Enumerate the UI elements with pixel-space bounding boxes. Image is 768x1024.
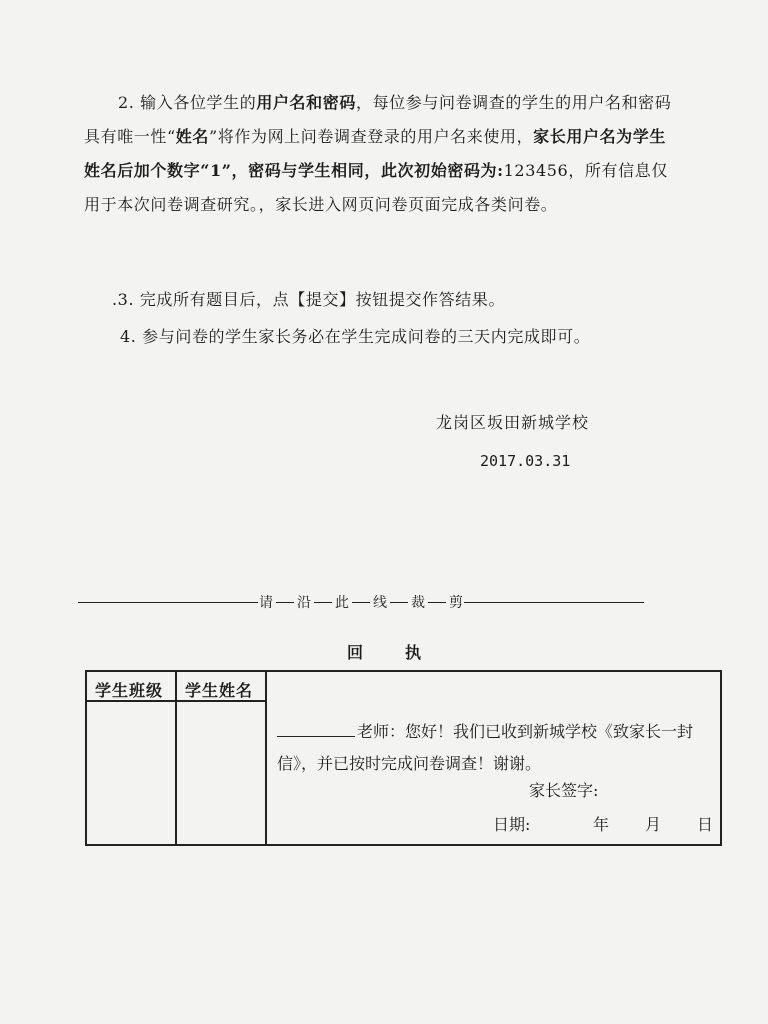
cut-char: 沿 bbox=[297, 595, 311, 611]
parent-signature-label: 家长签字: bbox=[529, 781, 599, 800]
cut-dash bbox=[428, 602, 446, 603]
para2-text-3: ”将作为网上问卷调查登录的用户名来使用， bbox=[208, 127, 534, 146]
student-class-header: 学生班级 bbox=[95, 681, 164, 700]
day-label: 日 bbox=[697, 815, 714, 834]
month-label: 月 bbox=[645, 815, 662, 834]
para2-bold-1: 用户名和密码 bbox=[256, 93, 356, 112]
student-name-cell bbox=[177, 672, 267, 844]
receipt-message-text: 老师：您好！我们已收到新城学校《致家长一封信》，并已按时完成问卷调查！谢谢。 bbox=[277, 722, 694, 773]
cut-char: 线 bbox=[373, 595, 387, 611]
cut-line-left bbox=[78, 602, 258, 603]
paragraph-3: .3. 完成所有题目后，点【提交】按钮提交作答结果。 bbox=[112, 290, 506, 309]
receipt-message-cell bbox=[267, 672, 720, 844]
document-date: 2017.03.31 bbox=[480, 452, 571, 470]
para2-bold-2: 姓名 bbox=[175, 127, 209, 146]
receipt-table bbox=[85, 670, 722, 846]
cut-char: 裁 bbox=[411, 595, 425, 611]
cut-char: 请 bbox=[259, 595, 273, 611]
cut-dash bbox=[352, 602, 370, 603]
year-label: 年 bbox=[593, 815, 610, 834]
cut-dash bbox=[276, 602, 294, 603]
receipt-title: 回执 bbox=[346, 643, 463, 662]
cut-dash bbox=[314, 602, 332, 603]
cut-char: 此 bbox=[335, 595, 349, 611]
school-name: 龙岗区坂田新城学校 bbox=[436, 413, 590, 432]
student-name-header: 学生姓名 bbox=[185, 681, 254, 700]
cut-line-right bbox=[464, 602, 644, 603]
cut-dash bbox=[390, 602, 408, 603]
date-label: 日期: bbox=[493, 815, 531, 834]
cut-char: 剪 bbox=[449, 595, 463, 611]
para2-text-2: ，每位参与问卷调查的学生的用户名和密码具有唯一性“ bbox=[84, 93, 672, 146]
paragraph-2 bbox=[84, 86, 674, 222]
student-class-cell bbox=[87, 672, 177, 844]
para2-bold-3: 家长用户名为学生姓名后加个数字“1”，密码与学生相同，此次初始密码为: bbox=[84, 127, 666, 180]
receipt-message bbox=[277, 716, 707, 780]
teacher-name-blank bbox=[277, 722, 355, 737]
para2-text-1: 2. 输入各位学生的 bbox=[118, 93, 257, 112]
cut-line bbox=[78, 592, 644, 612]
header-divider bbox=[87, 700, 267, 702]
paragraph-4: 4. 参与问卷的学生家长务必在学生完成问卷的三天内完成即可。 bbox=[120, 327, 591, 346]
para2-text-4: 123456，所有信息仅用于本次问卷调查研究。，家长进入网页问卷页面完成各类问卷。 bbox=[84, 161, 668, 214]
